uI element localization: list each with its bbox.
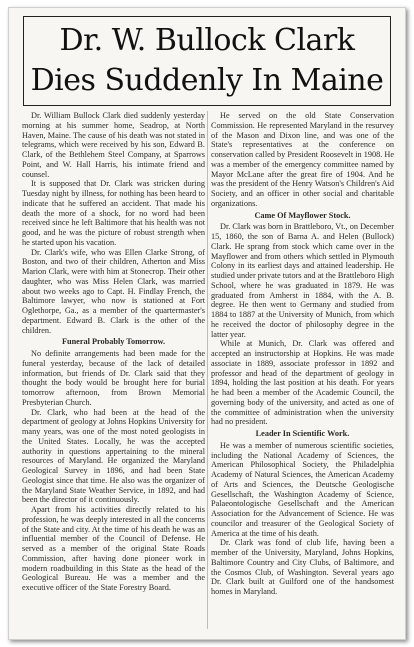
paragraph: No definite arrangements had been made for the funeral yesterday, because of the lack of detailed information, but friends of Dr. Clark said that they thought the body would be brought here for burial tomorrow afternoon, from Brown Memorial Presbyterian Church. [22, 349, 205, 407]
paragraph: He served on the old State Conservation Commission. He represented Maryland in the resurvey of the Mason and Dixon line, and was one of the State's representatives at the conference on conservation called by President Roosevelt in 1908. He was a member of the emergency committee named by Mayor McLane after the great fire of 1904. And he was the president of the Henry Watson's Children's Aid Society, and an officer in other social and charitable organizations. [211, 111, 394, 208]
article-column-right [211, 111, 394, 597]
paragraph: He was a member of numerous scientific societies, including the National Academy of Sciences, the American Philosophical Society, the Philadelphia Academy of Natural Sciences, the American Academy of Arts and Sciences, the Deutsche Geologische Gesellschaft, the Washington Academy of Science, Palaeontologische Gesellschaft and the American Association for the Advancement of Science. He was councilor and treasurer of the Geological Society of America at the time of his death. [211, 440, 394, 538]
article-column-left [22, 111, 205, 593]
subheading: Funeral Probably Tomorrow. [61, 337, 166, 347]
subheading: Came Of Mayflower Stock. [254, 210, 351, 220]
headline-line-1: Dr. W. Bullock Clark [59, 23, 355, 58]
paragraph: Dr. Clark was born in Brattleboro, Vt., on December 15, 1860, the son of Barna A. and Helen (Bullock) Clark. He sprang from stock which came over in the Mayflower and from others which settled in Plymouth Colony in its earliest days and attained leadership. He studied under private tutors and at the Brattleboro High School, where he was graduated in 1879. He was graduated from Amherst in 1884, with the A. B. degree. He then went to Germany and studied from 1884 to 1887 at the University of Munich, from which he received the doctor of philosophy degree in the latter year. [211, 222, 394, 339]
paragraph: While at Munich, Dr. Clark was offered and accepted an instructorship at Hopkins. He was made associate in 1889, associate professor in 1892 and professor and head of the department of geology in 1894, holding the last position at his death. For years he had been a member of the Academic Council, the governing body of the university, and acted as one of the committee of administration when the university had no president. [211, 339, 394, 427]
column-divider [207, 111, 208, 629]
subheading: Leader In Scientific Work. [255, 429, 350, 438]
paragraph: Dr. Clark was fond of club life, having been a member of the University, Maryland, Johns Hopkins, Baltimore Country and City Clubs, of Baltimore, and the Cosmos Club, of Washington. Several years ago Dr. Clark built at Guilford one of the handsomest homes in Maryland. [211, 538, 394, 596]
newspaper-clipping [8, 7, 406, 640]
paragraph: Dr. Clark's wife, who was Ellen Clarke Strong, of Boston, and two of their children, Atherton and Miss Marion Clark, were with him at Stonecrop. Their other daughter, who was Miss Helen Clark, was married about two weeks ago to Capt. H. Findlay French, the Baltimore lawyer, who now is stationed at Fort Oglethorpe, Ga., as a member of the quartermaster's department. Edward B. Clark is the other of the children. [22, 247, 205, 335]
paragraph: Dr. William Bullock Clark died suddenly yesterday morning at his summer home, Seadrop, at North Haven, Maine. The cause of his death was not stated in telegrams, which were received by his son, Edward B. Clark, of the Bethlehem Steel Company, at Sparrows Point, and W. Hall Harris, his intimate friend and counsel. [22, 111, 205, 179]
paragraph: Dr. Clark, who had been at the head of the department of geology at Johns Hopkins University for many years, was one of the most noted geologists in the United States. Locally, he was the accepted authority in questions appertaining to the mineral resources of Maryland. He organized the Maryland Geological Survey in 1896, and had been State Geologist since that time. He also was the organizer of the Maryland State Weather Service, in 1892, and had been the director of it continuously. [22, 407, 205, 505]
headline-line-2: Dies Suddenly In Maine [30, 63, 384, 98]
paragraph: Apart from his activities directly related to his profession, he was deeply interested in all the concerns of the State and city. At the time of his death he was an influential member of the Council of Defense. He served as a member of the original State Roads Commission, after having done pioneer work in modern roadbuilding in this State as the head of the Geological Bureau. He was a member and the executive officer of the State Forestry Board. [22, 505, 205, 592]
paragraph: It is supposed that Dr. Clark was stricken during Tuesday night by illness, for nothing has been heard to indicate that he suffered an accident. That made his death the more of a shock, for no word had been received since he left Baltimore that his health was not good, and he was the picture of robust strength when he started upon his vacation. [22, 179, 205, 247]
headline-box [23, 16, 391, 106]
